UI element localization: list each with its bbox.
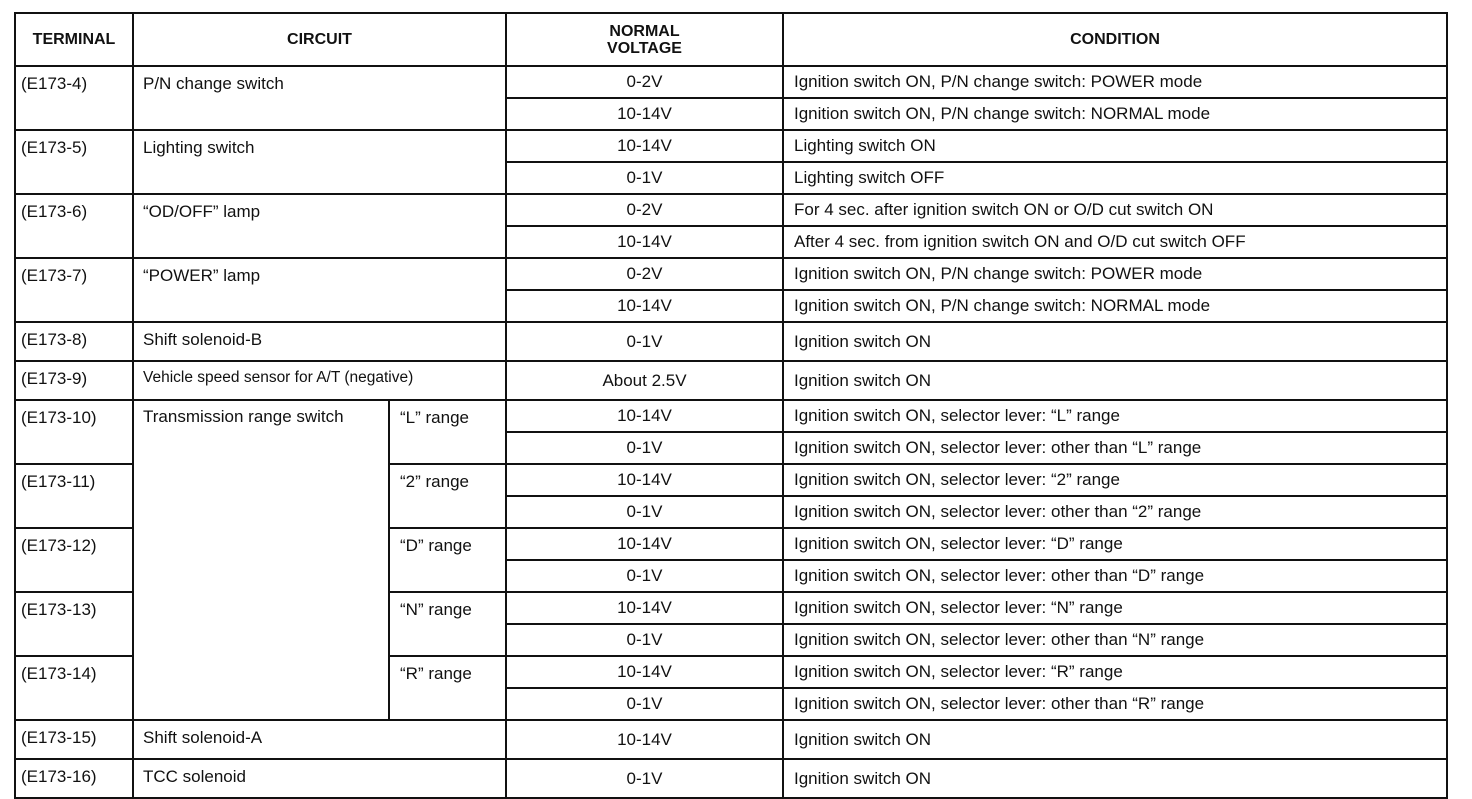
circuit-cell: Vehicle speed sensor for A/T (negative) <box>133 361 506 400</box>
terminal-cell: (E173-5) <box>15 130 133 194</box>
table-row <box>15 400 1447 432</box>
voltage-cell: 0-1V <box>506 432 783 464</box>
condition-cell: Ignition switch ON <box>783 322 1447 361</box>
voltage-cell: 0-1V <box>506 322 783 361</box>
table-row <box>15 130 1447 162</box>
voltage-cell: 0-1V <box>506 624 783 656</box>
terminal-cell: (E173-7) <box>15 258 133 322</box>
voltage-cell: 10-14V <box>506 464 783 496</box>
table-row <box>15 759 1447 798</box>
terminal-cell: (E173-4) <box>15 66 133 130</box>
condition-cell: After 4 sec. from ignition switch ON and O/D cut switch OFF <box>783 226 1447 258</box>
table-row <box>15 258 1447 290</box>
condition-cell: Ignition switch ON, selector lever: other than “L” range <box>783 432 1447 464</box>
range-cell: “R” range <box>389 656 506 720</box>
condition-cell: Ignition switch ON, selector lever: other than “R” range <box>783 688 1447 720</box>
circuit-cell: Shift solenoid-A <box>133 720 506 759</box>
circuit-cell: “OD/OFF” lamp <box>133 194 506 258</box>
condition-cell: Ignition switch ON <box>783 720 1447 759</box>
voltage-cell: About 2.5V <box>506 361 783 400</box>
circuit-cell: Shift solenoid-B <box>133 322 506 361</box>
table-row <box>15 66 1447 98</box>
circuit-cell: TCC solenoid <box>133 759 506 798</box>
terminal-cell: (E173-16) <box>15 759 133 798</box>
table-row <box>15 194 1447 226</box>
header-voltage-line1: NORMAL <box>609 22 680 40</box>
header-circuit: CIRCUIT <box>133 13 506 66</box>
condition-cell: Ignition switch ON, P/N change switch: POWER mode <box>783 258 1447 290</box>
condition-cell: Ignition switch ON <box>783 759 1447 798</box>
voltage-cell: 0-2V <box>506 66 783 98</box>
condition-cell: Ignition switch ON, selector lever: other than “N” range <box>783 624 1447 656</box>
terminal-cell: (E173-6) <box>15 194 133 258</box>
terminal-cell: (E173-8) <box>15 322 133 361</box>
header-condition: CONDITION <box>783 13 1447 66</box>
range-cell: “N” range <box>389 592 506 656</box>
voltage-cell: 10-14V <box>506 226 783 258</box>
condition-cell: Ignition switch ON, selector lever: “2” range <box>783 464 1447 496</box>
terminal-cell: (E173-13) <box>15 592 133 656</box>
circuit-cell: “POWER” lamp <box>133 258 506 322</box>
terminal-voltage-table <box>14 12 1448 799</box>
circuit-cell: Lighting switch <box>133 130 506 194</box>
condition-cell: Ignition switch ON, selector lever: “N” range <box>783 592 1447 624</box>
voltage-cell: 10-14V <box>506 528 783 560</box>
voltage-cell: 0-1V <box>506 688 783 720</box>
terminal-cell: (E173-11) <box>15 464 133 528</box>
condition-cell: Ignition switch ON, selector lever: “R” range <box>783 656 1447 688</box>
terminal-cell: (E173-12) <box>15 528 133 592</box>
table-header-row <box>15 13 1447 66</box>
condition-cell: Ignition switch ON, selector lever: other than “D” range <box>783 560 1447 592</box>
header-terminal: TERMINAL <box>15 13 133 66</box>
condition-cell: Lighting switch ON <box>783 130 1447 162</box>
range-cell: “2” range <box>389 464 506 528</box>
table-row <box>15 720 1447 759</box>
voltage-cell: 10-14V <box>506 130 783 162</box>
condition-cell: Ignition switch ON, selector lever: other than “2” range <box>783 496 1447 528</box>
condition-cell: Ignition switch ON, selector lever: “L” range <box>783 400 1447 432</box>
range-cell: “D” range <box>389 528 506 592</box>
voltage-cell: 10-14V <box>506 98 783 130</box>
voltage-cell: 10-14V <box>506 400 783 432</box>
condition-cell: Ignition switch ON, P/N change switch: NORMAL mode <box>783 98 1447 130</box>
condition-cell: Ignition switch ON, P/N change switch: POWER mode <box>783 66 1447 98</box>
table-row <box>15 322 1447 361</box>
voltage-cell: 0-1V <box>506 560 783 592</box>
condition-cell: Lighting switch OFF <box>783 162 1447 194</box>
condition-cell: Ignition switch ON, P/N change switch: NORMAL mode <box>783 290 1447 322</box>
terminal-cell: (E173-15) <box>15 720 133 759</box>
terminal-cell: (E173-9) <box>15 361 133 400</box>
table-row <box>15 361 1447 400</box>
range-cell: “L” range <box>389 400 506 464</box>
voltage-cell: 10-14V <box>506 720 783 759</box>
voltage-cell: 0-2V <box>506 258 783 290</box>
condition-cell: Ignition switch ON, selector lever: “D” range <box>783 528 1447 560</box>
circuit-cell-transmission-range: Transmission range switch <box>133 400 389 720</box>
condition-cell: For 4 sec. after ignition switch ON or O/D cut switch ON <box>783 194 1447 226</box>
voltage-cell: 0-1V <box>506 162 783 194</box>
header-voltage-line2: VOLTAGE <box>607 39 682 57</box>
voltage-cell: 0-1V <box>506 496 783 528</box>
terminal-cell: (E173-14) <box>15 656 133 720</box>
voltage-cell: 10-14V <box>506 656 783 688</box>
terminal-cell: (E173-10) <box>15 400 133 464</box>
voltage-cell: 0-2V <box>506 194 783 226</box>
circuit-cell: P/N change switch <box>133 66 506 130</box>
voltage-cell: 10-14V <box>506 592 783 624</box>
header-normal-voltage <box>506 13 783 66</box>
voltage-cell: 10-14V <box>506 290 783 322</box>
condition-cell: Ignition switch ON <box>783 361 1447 400</box>
voltage-cell: 0-1V <box>506 759 783 798</box>
